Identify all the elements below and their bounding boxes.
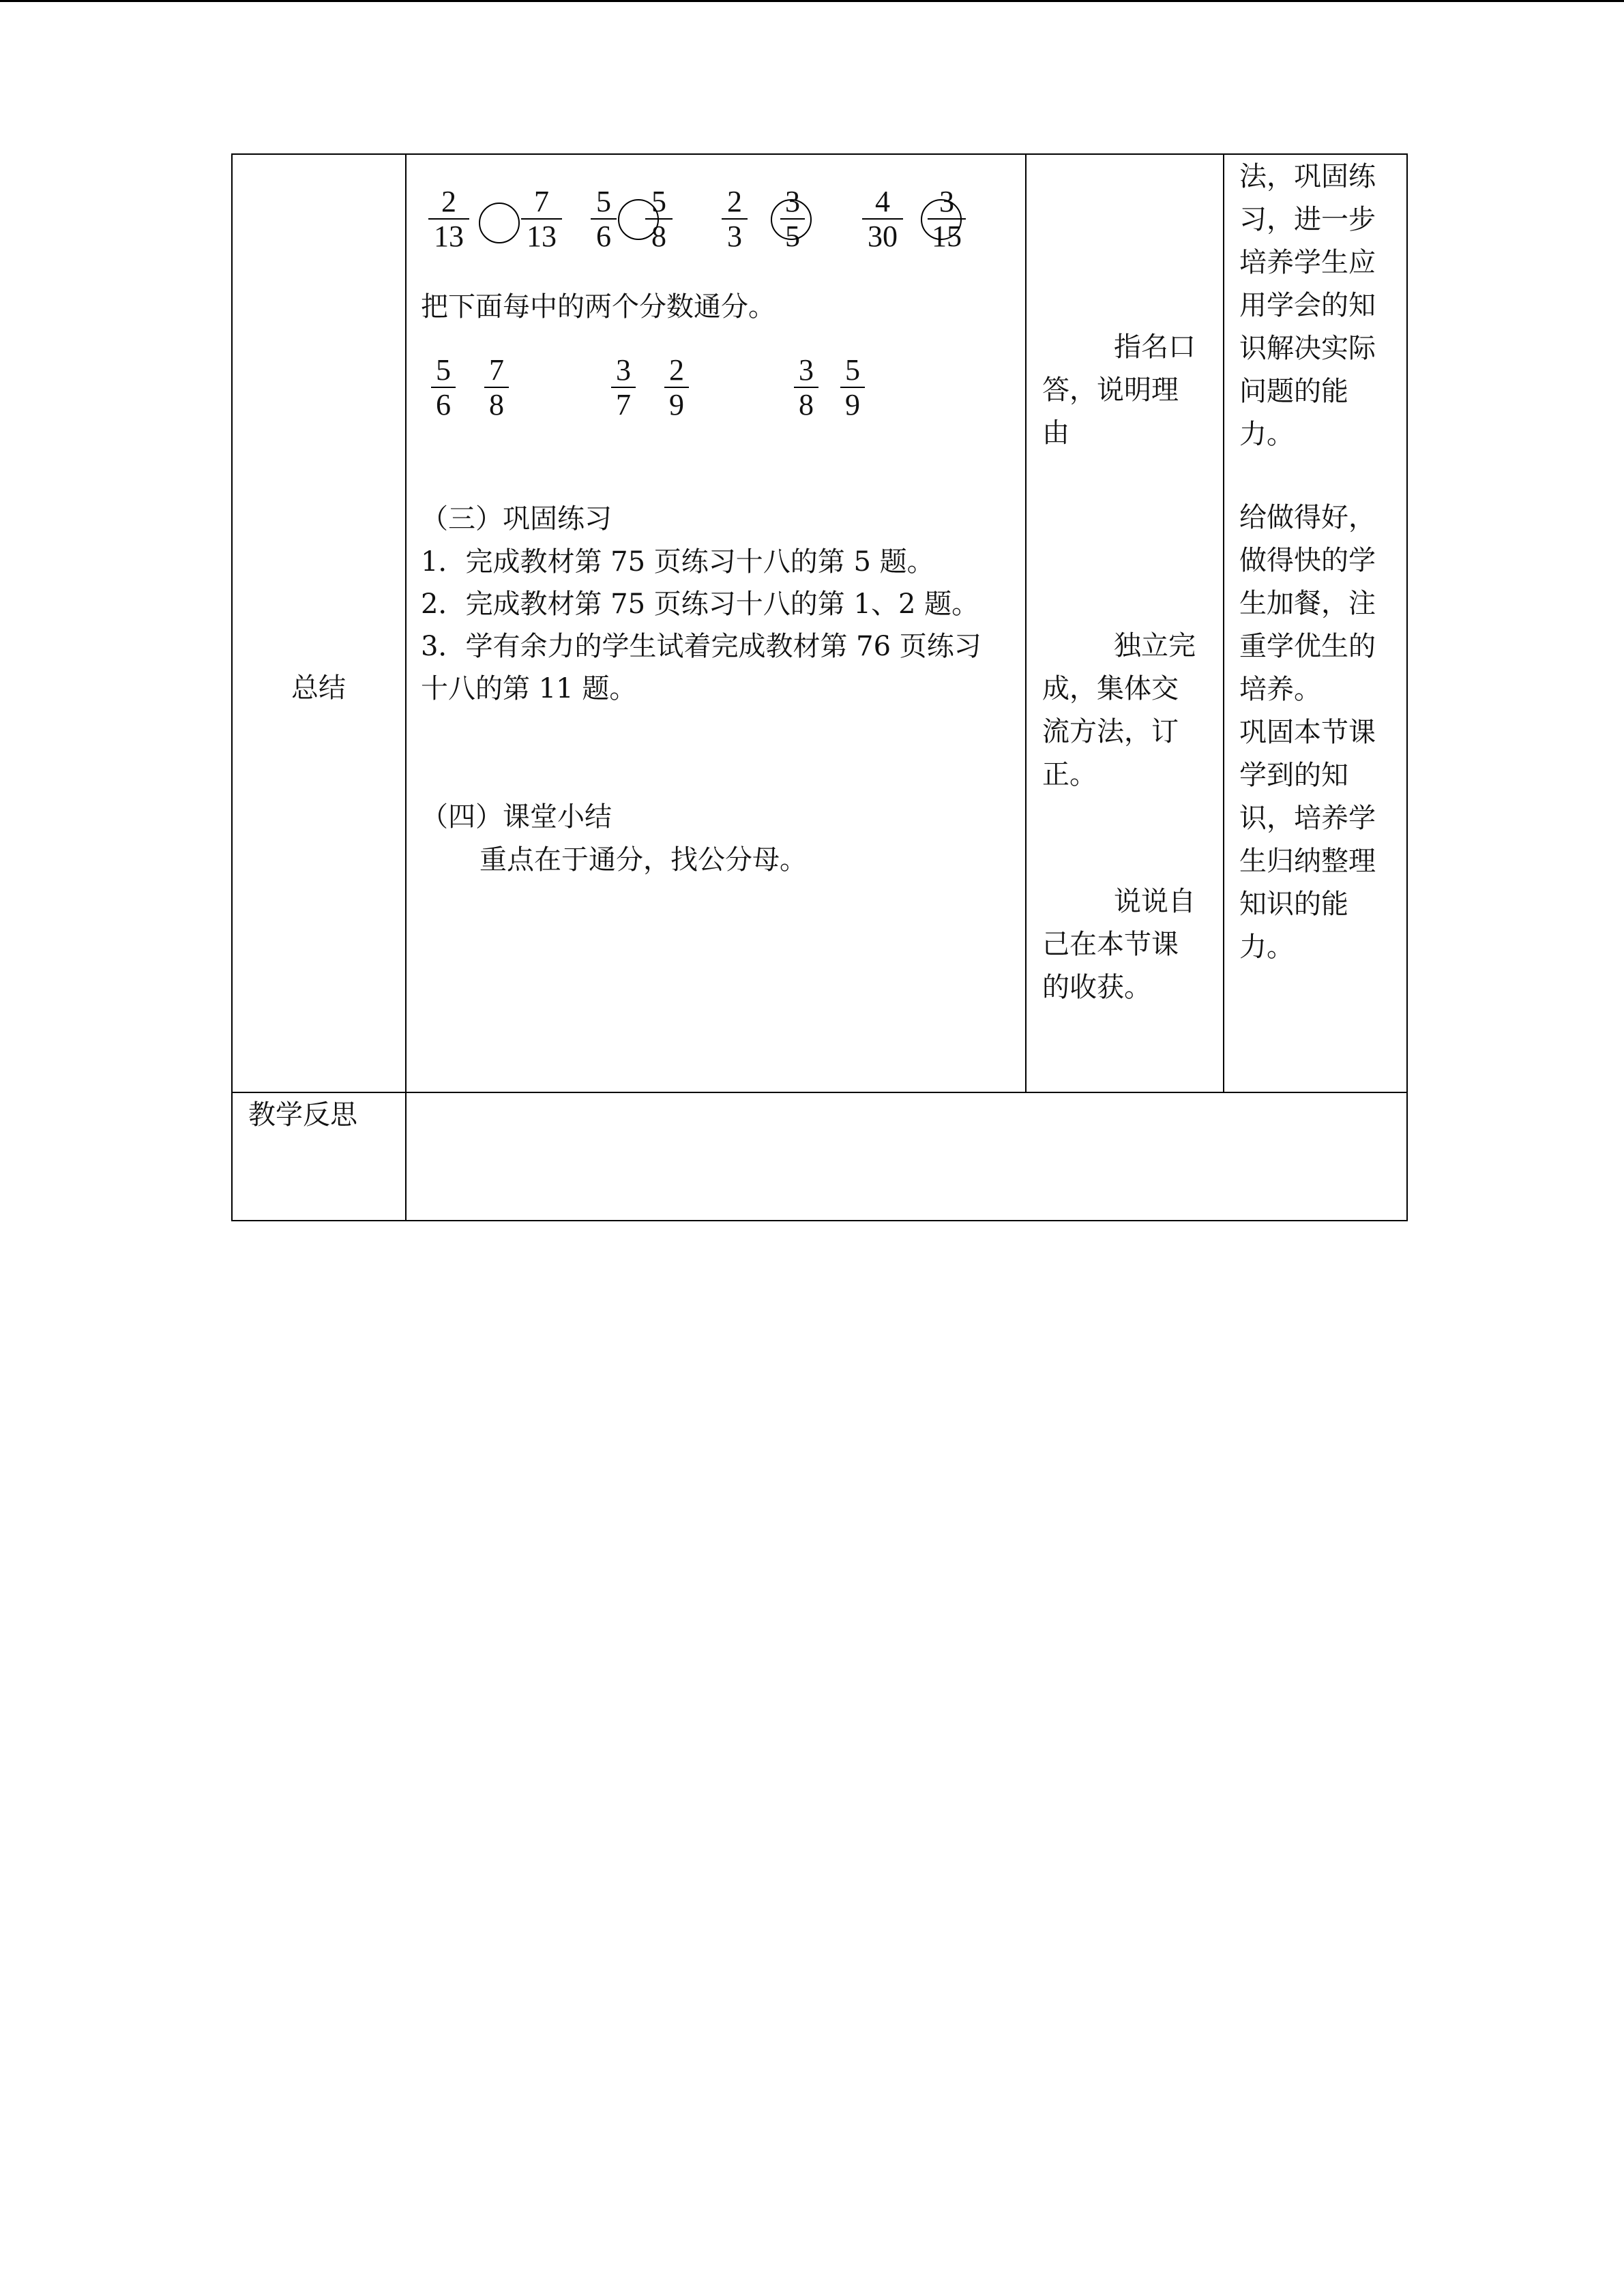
text-line: 问题的能 — [1239, 376, 1348, 407]
fraction: 4 30 — [862, 188, 903, 251]
section-three-title: （三）巩固练习 — [421, 503, 612, 535]
compare-circle[interactable] — [921, 199, 962, 240]
student-column-divider — [1223, 153, 1224, 1092]
text-line: 知识的能 — [1239, 889, 1348, 920]
section-four-title: （四）课堂小结 — [421, 801, 612, 833]
fraction: 5 9 — [840, 356, 865, 419]
content-column-divider — [1025, 153, 1027, 1092]
design-intent-block — [1239, 155, 1376, 456]
text-line: 己在本节课 — [1042, 929, 1179, 960]
fraction: 7 13 — [521, 188, 562, 251]
fraction: 3 5 — [780, 188, 805, 251]
summary-text: 重点在于通分，找公分母。 — [479, 844, 807, 876]
text-line: 力。 — [1239, 419, 1294, 450]
compare-circle[interactable] — [479, 203, 520, 243]
text-line: 用学会的知 — [1239, 290, 1376, 321]
text-line: 巩固本节课 — [1239, 717, 1376, 748]
exercise-item: 2．完成教材第 75 页练习十八的第 1、2 题。 — [421, 588, 979, 620]
label-column-divider — [405, 153, 407, 1221]
exercise-item: 1．完成教材第 75 页练习十八的第 5 题。 — [421, 546, 934, 578]
exercise-item-continued: 十八的第 11 题。 — [421, 673, 637, 704]
text-line: 指名口 — [1114, 331, 1196, 363]
fraction: 5 8 — [645, 188, 673, 251]
text-line: 答，说明理 — [1042, 374, 1179, 406]
text-line: 培养学生应 — [1239, 247, 1376, 278]
student-activity-block — [1042, 326, 1196, 455]
row-label-reflection: 教学反思 — [248, 1099, 357, 1131]
fraction: 3 8 — [794, 356, 818, 419]
fraction: 5 6 — [431, 356, 456, 419]
page-top-border — [0, 0, 1624, 2]
text-line: 法，巩固练 — [1239, 161, 1376, 192]
text-line: 给做得好， — [1239, 502, 1376, 533]
text-line: 独立完 — [1114, 630, 1196, 661]
fraction: 2 13 — [428, 188, 469, 251]
fraction: 3 15 — [928, 188, 966, 251]
student-activity-block — [1042, 625, 1196, 796]
text-line: 生归纳整理 — [1239, 846, 1376, 877]
text-line: 生加餐，注 — [1239, 588, 1376, 619]
table-border-left — [231, 153, 233, 1221]
text-line: 正。 — [1042, 759, 1097, 790]
fraction: 7 8 — [484, 356, 509, 419]
fraction: 2 3 — [722, 188, 748, 251]
row-divider — [231, 1092, 1408, 1093]
table-border-bottom — [231, 1220, 1408, 1221]
text-line: 流方法，订 — [1042, 716, 1179, 747]
student-activity-block — [1042, 880, 1196, 1009]
instruction-text: 把下面每中的两个分数通分。 — [421, 291, 776, 323]
text-line: 说说自 — [1114, 886, 1196, 917]
text-line: 成，集体交 — [1042, 673, 1179, 704]
table-border-top — [231, 153, 1408, 155]
text-line: 由 — [1042, 417, 1069, 449]
table-border-right — [1406, 153, 1408, 1221]
fraction: 2 9 — [664, 356, 689, 419]
fraction: 5 6 — [591, 188, 617, 251]
text-line: 学到的知 — [1239, 760, 1348, 791]
compare-circle[interactable] — [618, 199, 659, 240]
row-label-summary: 总结 — [291, 672, 346, 704]
fraction: 3 7 — [611, 356, 636, 419]
design-intent-block — [1239, 496, 1376, 969]
text-line: 习，进一步 — [1239, 204, 1376, 235]
text-line: 力。 — [1239, 931, 1294, 963]
text-line: 的收获。 — [1042, 972, 1151, 1003]
text-line: 识，培养学 — [1239, 803, 1376, 834]
text-line: 培养。 — [1239, 674, 1321, 705]
compare-circle[interactable] — [771, 199, 812, 240]
reflection-cell[interactable] — [407, 1094, 1406, 1219]
text-line: 识解决实际 — [1239, 333, 1376, 364]
exercise-item: 3．学有余力的学生试着完成教材第 76 页练习 — [421, 631, 981, 662]
text-line: 做得快的学 — [1239, 545, 1376, 576]
text-line: 重学优生的 — [1239, 631, 1376, 662]
